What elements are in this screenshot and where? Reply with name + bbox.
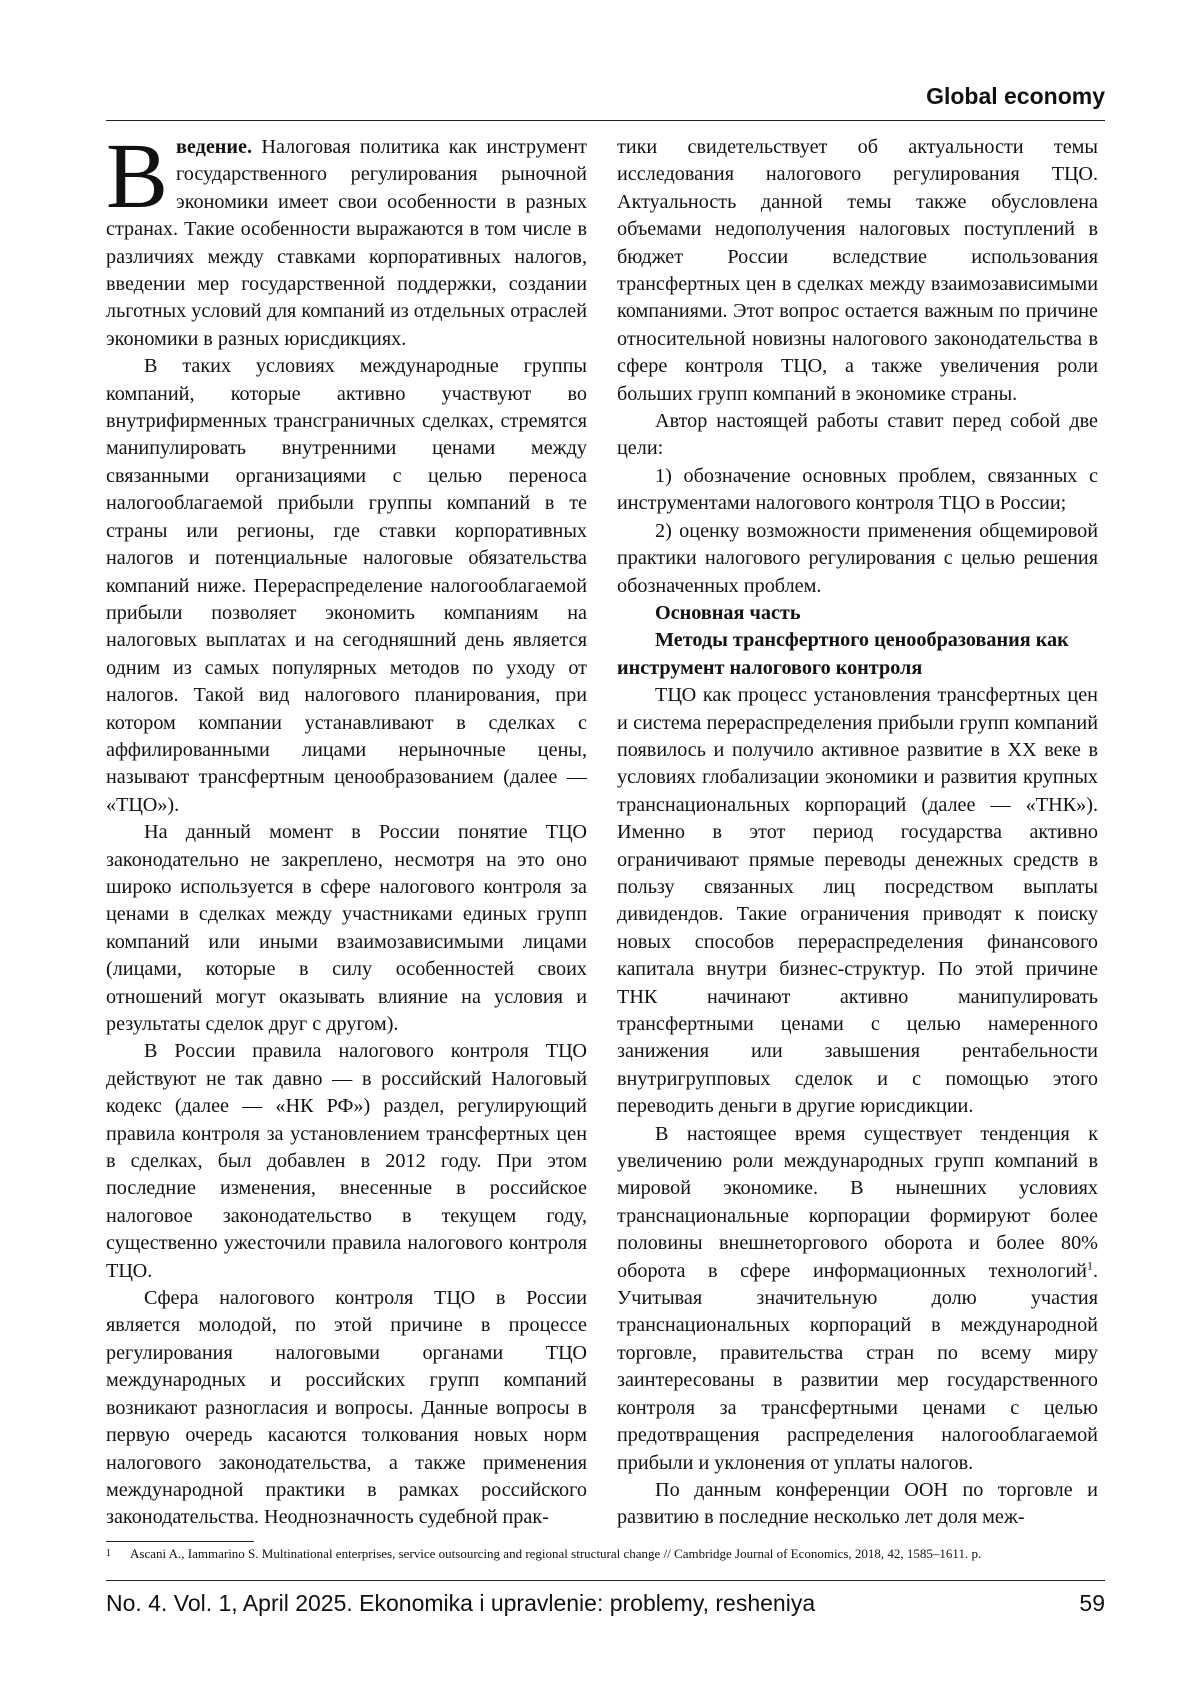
right-column	[617, 134, 1098, 1532]
section-heading: Основная часть	[655, 601, 801, 624]
footnote-number: 1	[106, 1548, 111, 1559]
paragraph-continued: тики свидетельствует об актуальности темы исследования налогового регулирования ТЦО. Актуальность данной темы также обусловлена объемами недополучения налоговых поступлений в бюджет России вследствие использования трансфертных цен в сделках между взаимозависимыми компаниями. Этот вопрос остается важным по причине относительной новизны налогового законодательства в сфере контроля ТЦО, а также увеличения роли больших групп компаний в экономике страны.	[617, 136, 1098, 405]
footnote-rule	[106, 1541, 254, 1542]
page-number: 59	[1079, 1590, 1105, 1616]
footnote-text: Ascani A., Iammarino S. Multinational enterprises, service outsourcing and regional structural change // Cambridge Journal of Economics, 2018, 42, 1585–1611. p.	[130, 1546, 982, 1561]
running-head: Global economy	[926, 83, 1105, 109]
footer-rule	[106, 1580, 1105, 1581]
header-rule	[106, 120, 1105, 121]
goal-item: 2) оценку возможности применения общемировой практики налогового регулирования с целью решения обозначенных проблем.	[617, 519, 1098, 597]
paragraph-text: В настоящее время существует тенденция к увеличению роли международных групп компаний в мировой экономике. В нынешних условиях транснациональные корпорации формируют более половины внешнеторгового оборота и более 80% оборота в сфере информационных технологий	[617, 1122, 1098, 1282]
paragraph: По данным конференции ООН по торговле и развитию в последние несколько лет доля меж-	[617, 1478, 1098, 1529]
paragraph: В России правила налогового контроля ТЦО действуют не так давно — в российский Налоговый кодекс (далее — «НК РФ») раздел, регулирующий правила контроля за установлением трансфертных цен в сделках, был добавлен в 2012 году. При этом последние изменения, внесенные в российское налоговое законодательство в текущем году, существенно ужесточили правила налогового контроля ТЦО.	[106, 1040, 587, 1282]
paragraph	[617, 1121, 1098, 1477]
subsection-heading: Методы трансфертного ценообразования как инструмент налогового контроля	[617, 629, 1069, 679]
intro-text: Налоговая политика как инструмент государственного регулирования рыночной экономики имеет свои особенности в разных странах. Такие особенности выражаются в том числе в различиях между ставками корпоративных налогов, введении мер государственной поддержки, создании льготных условий для компаний из отдельных отраслей экономики в разных юрисдикциях.	[106, 136, 587, 350]
journal-citation: No. 4. Vol. 1, April 2025. Ekonomika i upravlenie: problemy, resheniya	[106, 1590, 816, 1616]
paragraph: ТЦО как процесс установления трансфертных цен и система перераспределения прибыли групп компаний появилось и получило активное развитие в XX веке в условиях глобализации экономики и развития крупных транснациональных корпораций (далее — «ТНК»). Именно в этот период государства активно ограничивают прямые переводы денежных средств в пользу связанных лиц посредством выплаты дивидендов. Такие ограничения приводят к поиску новых способов перераспределения финансового капитала внутри бизнес-структур. По этой причине ТНК начинают активно манипулировать трансфертными ценами с целью намеренного занижения или завышения рентабельности внутригрупповых сделок и с помощью этого переводить деньги в другие юрисдикции.	[617, 684, 1098, 1118]
paragraph: В таких условиях международные группы компаний, которые активно участвуют во внутрифирменных трансграничных сделках, стремятся манипулировать внутренними ценами между связанными организациями с целью переноса налогооблагаемой прибыли группы компаний в те страны или регионы, где ставки корпоративных налогов и потенциальные налоговые обязательства компаний ниже. Перераспределение налогооблагаемой прибыли позволяет экономить компаниям на налоговых выплатах и на сегодняшний день является одним из самых популярных методов по уходу от налогов. Такой вид налогового планирования, при котором компании устанавливают в сделках с аффилированными лицами нерыночные цены, называют трансфертным ценообразованием (далее — «ТЦО»).	[106, 355, 587, 816]
footnote-ref: 1	[1086, 1257, 1093, 1272]
paragraph: На данный момент в России понятие ТЦО законодательно не закреплено, несмотря на это оно широко используется в сфере налогового контроля за ценами в сделках между участниками единых групп компаний или иными взаимозависимыми лицами (лицами, которые в силу особенностей своих отношений могут оказывать влияние на условия и результаты сделок друг с другом).	[106, 821, 587, 1035]
paragraph: Сфера налогового контроля ТЦО в России является молодой, по этой причине в процессе регулирования налоговыми органами ТЦО международных и российских групп компаний возникают разногласия и вопросы. Данные вопросы в первую очередь касаются толкования новых норм налогового законодательства, а также применения международной практики в рамках российского законодательства. Неоднозначность судебной прак-	[106, 1287, 587, 1529]
drop-cap: В	[106, 125, 169, 228]
paragraph: Автор настоящей работы ставит перед собой две цели:	[617, 410, 1098, 460]
goal-item: 1) обозначение основных проблем, связанных с инструментами налогового контроля ТЦО в России;	[617, 464, 1098, 515]
intro-paragraph	[106, 125, 587, 353]
left-column	[106, 125, 587, 1532]
intro-lead: ведение.	[176, 136, 253, 158]
paragraph-text: . Учитывая значительную долю участия транснациональных корпораций в международной торговле, правительства стран по всему миру заинтересованы в развитии мер государственного контроля за трансфертными ценами с целью предотвращения распределения налогооблагаемой прибыли и уклонения от уплаты налогов.	[617, 1259, 1098, 1474]
footnote	[106, 1545, 1105, 1562]
